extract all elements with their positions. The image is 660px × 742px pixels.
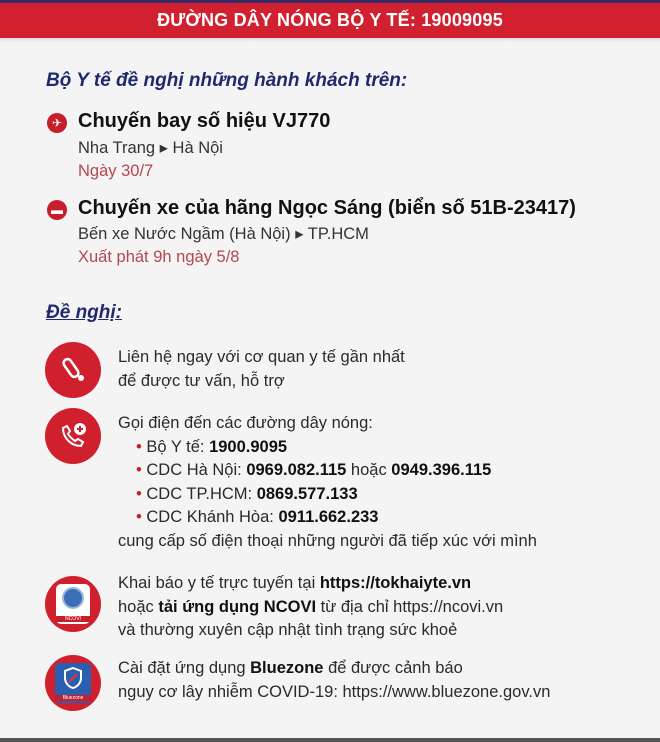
text: từ địa chỉ https://ncovi.vn — [316, 597, 504, 616]
hotline-item — [118, 436, 537, 460]
text: hoặc — [118, 597, 159, 616]
hotline-sep: hoặc — [346, 461, 392, 479]
route-from: Bến xe Nước Ngầm (Hà Nội) — [78, 225, 291, 243]
bluezone-name: Bluezone — [250, 659, 324, 677]
plane-icon: ✈ — [47, 113, 67, 133]
rec-contact-line1: Liên hệ ngay với cơ quan y tế gần nhất — [118, 348, 405, 366]
banner-shadow — [0, 38, 660, 42]
hotline-number: 1900.9095 — [209, 437, 288, 456]
phone-plus-icon — [45, 408, 101, 464]
bullet: • — [136, 461, 142, 479]
hotline-number: 0949.396.115 — [391, 461, 492, 479]
tokhaiyte-link[interactable]: https://tokhaiyte.vn — [319, 574, 472, 592]
declare-line3: và thường xuyên cập nhật tình trạng sức khoẻ — [118, 621, 458, 639]
rec-declare — [118, 572, 503, 643]
hotline-label: Bộ Y tế: — [146, 437, 210, 456]
bus-departure: Xuất phát 9h ngày 5/8 — [78, 248, 240, 266]
bottom-strip — [0, 738, 660, 742]
declare-line1 — [118, 572, 503, 596]
route-to: TP.HCM — [307, 225, 369, 243]
bluezone-line1 — [118, 657, 550, 681]
declare-line2 — [118, 596, 503, 620]
flight-route — [78, 138, 223, 158]
hotline-item — [118, 506, 537, 530]
intro-heading: Bộ Y tế đề nghị những hành khách trên: — [46, 70, 408, 91]
flight-title: Chuyến bay số hiệu VJ770 — [78, 110, 331, 132]
route-to: Hà Nội — [172, 139, 223, 157]
hotlines-intro: Gọi điện đến các đường dây nóng: — [118, 414, 373, 432]
hotline-item — [118, 459, 537, 483]
arrow-icon: ▸ — [295, 225, 304, 243]
hotline-banner: ĐƯỜNG DÂY NÓNG BỘ Y TẾ: 19009095 — [0, 3, 660, 38]
bullet: • — [136, 484, 142, 503]
bluezone-app-icon — [45, 655, 101, 711]
bus-route — [78, 224, 369, 244]
recommend-heading: Đề nghị: — [46, 302, 122, 323]
text: Cài đặt ứng dụng — [118, 659, 251, 677]
bus-title: Chuyến xe của hãng Ngọc Sáng (biển số 51B-23417) — [78, 197, 576, 219]
bus-icon: ▬ — [47, 200, 67, 220]
hotline-label: CDC Hà Nội: — [146, 461, 247, 479]
rec-contact-line2: để được tư vấn, hỗ trợ — [118, 371, 285, 390]
bluezone-line2: nguy cơ lây nhiễm COVID-19: https://www.bluezone.gov.vn — [118, 682, 551, 701]
hotline-label: CDC Khánh Hòa: — [146, 508, 279, 526]
ncovi-label: NCOVI — [56, 616, 90, 622]
rec-hotlines — [118, 412, 537, 553]
test-tube-icon — [45, 342, 101, 398]
hotline-label: CDC TP.HCM: — [146, 484, 257, 503]
hotline-item — [118, 483, 537, 507]
text: để được cảnh báo — [323, 659, 463, 677]
ncovi-download: tải ứng dụng NCOVI — [158, 597, 317, 616]
ncovi-app-icon — [45, 576, 101, 632]
arrow-icon: ▸ — [159, 139, 168, 157]
bullet: • — [136, 437, 142, 456]
hotline-number: 0869.577.133 — [256, 484, 358, 503]
text: Khai báo y tế trực tuyến tại — [118, 574, 320, 592]
hotline-number: 0911.662.233 — [278, 508, 379, 526]
route-from: Nha Trang — [78, 139, 156, 157]
hotlines-outro: cung cấp số điện thoại những người đã tiếp xúc với mình — [118, 531, 537, 550]
rec-bluezone — [118, 657, 550, 704]
rec-contact — [118, 346, 405, 393]
flight-date: Ngày 30/7 — [78, 162, 154, 180]
bullet: • — [136, 508, 142, 526]
hotline-number: 0969.082.115 — [246, 461, 347, 479]
bluezone-label: Bluezone — [55, 695, 91, 701]
